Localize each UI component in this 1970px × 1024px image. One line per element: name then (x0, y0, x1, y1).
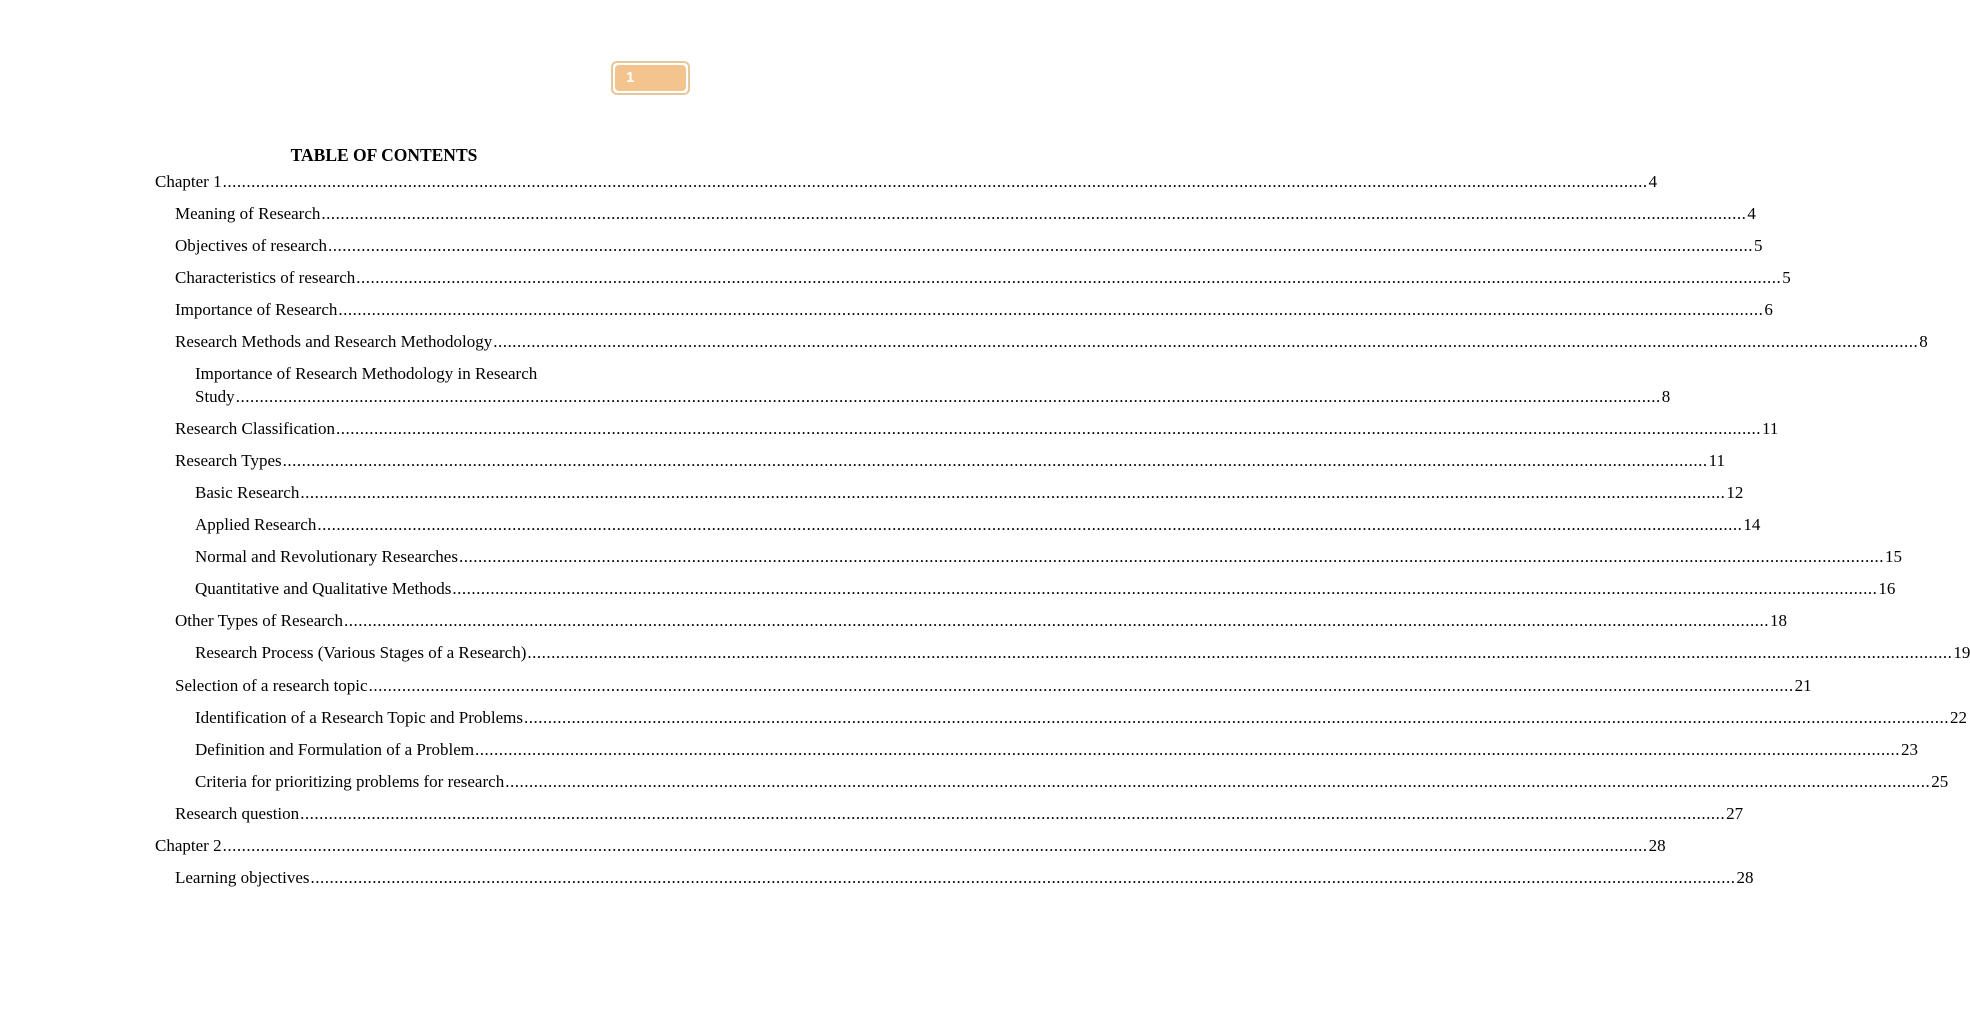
dot-leader: ............................................................................................................................................................................................................................................................................................................ (317, 515, 1743, 534)
dot-leader: ............................................................................................................................................................................................................................................................................................................ (527, 643, 1953, 662)
toc-entry-page: 11 (1708, 451, 1725, 470)
toc-entry-text: Basic Research (195, 483, 300, 502)
toc-entry-text: Characteristics of research (175, 268, 356, 287)
toc-entry[interactable] (195, 577, 1896, 600)
toc-entry-text-continued: Study (195, 387, 235, 406)
toc-entry-text: Learning objectives (175, 868, 310, 887)
dot-leader: ............................................................................................................................................................................................................................................................................................................ (356, 268, 1782, 287)
dot-leader: ............................................................................................................................................................................................................................................................................................................ (505, 772, 1931, 791)
dot-leader: ............................................................................................................................................................................................................................................................................................................ (282, 451, 1708, 470)
toc-entry[interactable] (195, 641, 1970, 664)
toc-entry[interactable] (195, 362, 1671, 408)
dot-leader: ............................................................................................................................................................................................................................................................................................................ (338, 300, 1764, 319)
toc-entry-page: 14 (1743, 515, 1761, 534)
toc-entry-page: 16 (1878, 579, 1896, 598)
toc-entry[interactable] (195, 513, 1761, 536)
toc-entry-text: Meaning of Research (175, 204, 321, 223)
toc-entry[interactable] (175, 449, 1725, 472)
toc-entry[interactable] (175, 674, 1812, 697)
toc-entry[interactable] (155, 170, 1658, 193)
dot-leader: ............................................................................................................................................................................................................................................................................................................ (458, 547, 1884, 566)
toc-entry-text: Research question (175, 804, 300, 823)
toc-entry-page: 6 (1764, 300, 1773, 319)
dot-leader: ............................................................................................................................................................................................................................................................................................................ (336, 419, 1762, 438)
dot-leader: ............................................................................................................................................................................................................................................................................................................ (327, 236, 1753, 255)
dot-leader: ............................................................................................................................................................................................................................................................................................................ (300, 483, 1726, 502)
dot-leader: ............................................................................................................................................................................................................................................................................................................ (475, 740, 1901, 759)
toc-entry[interactable] (175, 417, 1779, 440)
toc-entry-page: 8 (1661, 387, 1671, 406)
toc-entry-page: 22 (1950, 708, 1968, 727)
dot-leader: ............................................................................................................................................................................................................................................................................................................ (321, 204, 1747, 223)
toc-entry-page: 11 (1762, 419, 1779, 438)
dot-leader: ............................................................................................................................................................................................................................................................................................................ (368, 676, 1794, 695)
toc-entry[interactable] (175, 202, 1756, 225)
dot-leader: ............................................................................................................................................................................................................................................................................................................ (310, 868, 1736, 887)
dot-leader: ............................................................................................................................................................................................................................................................................................................ (343, 611, 1769, 630)
dot-leader: ............................................................................................................................................................................................................................................................................................................ (222, 172, 1648, 191)
toc-entry-text: Objectives of research (175, 236, 327, 255)
dot-leader: ............................................................................................................................................................................................................................................................................................................ (235, 387, 1661, 406)
toc-entry-page: 28 (1736, 868, 1754, 887)
toc-entry-page: 19 (1953, 643, 1970, 662)
toc-entry[interactable] (195, 481, 1744, 504)
toc-entry-text: Chapter 1 (155, 172, 222, 191)
toc-entry-page: 5 (1753, 236, 1763, 255)
toc-entry-page: 25 (1931, 772, 1949, 791)
toc-entry[interactable] (175, 234, 1763, 257)
toc-entry-text: Other Types of Research (175, 611, 343, 630)
toc-entry-page: 4 (1648, 172, 1658, 191)
toc-entry[interactable] (155, 834, 1666, 857)
toc-entry[interactable] (175, 266, 1791, 289)
toc-entry-text: Research Types (175, 451, 282, 470)
toc-entry-text: Applied Research (195, 515, 317, 534)
toc-entry-page: 12 (1726, 483, 1744, 502)
toc-entry-text: Chapter 2 (155, 836, 222, 855)
toc-entry-page: 21 (1794, 676, 1812, 695)
toc-entry-page: 4 (1747, 204, 1756, 223)
toc-title: TABLE OF CONTENTS (290, 145, 478, 165)
toc-entry-text: Selection of a research topic (175, 676, 368, 695)
dot-leader: ............................................................................................................................................................................................................................................................................................................ (222, 836, 1648, 855)
dot-leader: ............................................................................................................................................................................................................................................................................................................ (300, 804, 1726, 823)
dot-leader: ............................................................................................................................................................................................................................................................................................................ (524, 708, 1950, 727)
toc-entry-text: Research Classification (175, 419, 336, 438)
toc-entry[interactable] (195, 706, 1968, 729)
toc-entry-text: Importance of Research (175, 300, 338, 319)
toc-entry-page: 23 (1901, 740, 1919, 759)
toc-entry-text: Research Process (Various Stages of a Research) (195, 643, 527, 662)
toc-entry[interactable] (195, 770, 1949, 793)
toc-entry-text: Criteria for prioritizing problems for research (195, 772, 505, 791)
toc-entry[interactable] (195, 545, 1902, 568)
dot-leader: ............................................................................................................................................................................................................................................................................................................ (452, 579, 1878, 598)
toc-entry-text: Research Methods and Research Methodology (175, 332, 493, 351)
toc-entry-page: 5 (1782, 268, 1791, 287)
page-number: 1 (615, 65, 686, 91)
toc-entry[interactable] (175, 298, 1773, 321)
toc-entry-page: 18 (1769, 611, 1787, 630)
toc-entry-text: Definition and Formulation of a Problem (195, 740, 475, 759)
toc-entry-page: 15 (1884, 547, 1902, 566)
toc-entry[interactable] (175, 330, 1928, 353)
toc-entry-page: 8 (1919, 332, 1928, 351)
toc-entry-text: Importance of Research Methodology in Research (195, 364, 538, 383)
toc-entry[interactable] (175, 802, 1744, 825)
toc-entry[interactable] (175, 866, 1754, 889)
toc-entry-text: Normal and Revolutionary Researches (195, 547, 458, 566)
toc-entry-page: 28 (1648, 836, 1666, 855)
toc-entry-text: Identification of a Research Topic and Problems (195, 708, 524, 727)
dot-leader: ............................................................................................................................................................................................................................................................................................................ (493, 332, 1919, 351)
toc-entry-text: Quantitative and Qualitative Methods (195, 579, 452, 598)
toc-entry[interactable] (195, 738, 1919, 761)
toc-entry-page: 27 (1726, 804, 1744, 823)
toc-entry[interactable] (175, 609, 1787, 632)
